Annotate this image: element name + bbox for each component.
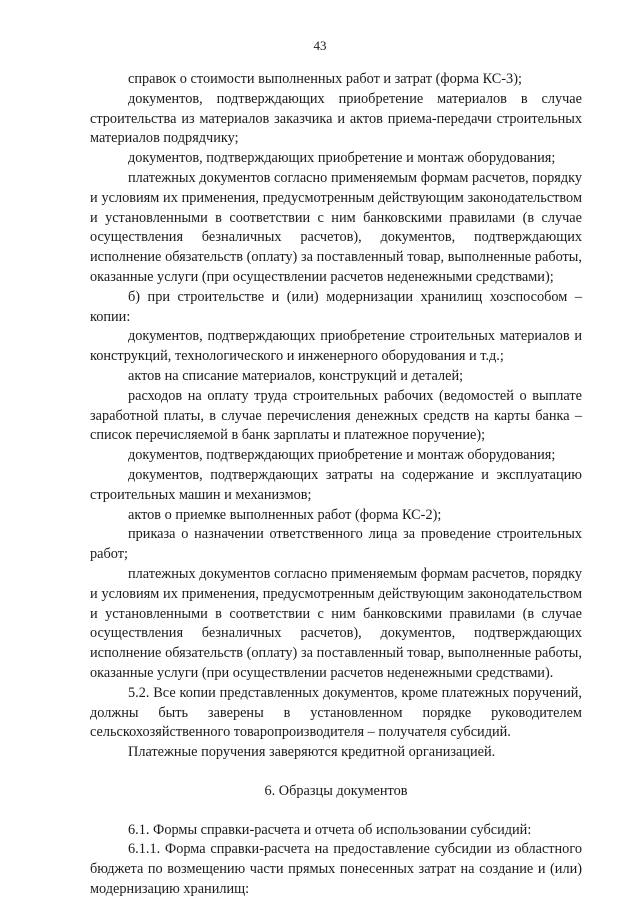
paragraph: платежных документов согласно применяемым формам расчетов, порядку и условиям их применения, предусмотренным действующим законодательством и установленными в соответствии с ним банковскими правилами (в случае осуществления безналичных расчетов), документов, подтверждающих исполнение обязательств (оплату) за поставленный товар, выполненные работы, оказанные услуги (при осуществлении расчетов неденежными средствами). bbox=[90, 565, 582, 681]
paragraph: 6.1.1. Форма справки-расчета на предоставление субсидии из областного бюджета по возмещению части прямых понесенных затрат на создание и (или) модернизацию хранилищ: bbox=[90, 841, 582, 898]
paragraph: 6.1. Формы справки-расчета и отчета об использовании субсидий: bbox=[128, 821, 532, 838]
page-number: 43 bbox=[313, 38, 327, 53]
paragraph: Платежные поручения заверяются кредитной организацией. bbox=[128, 744, 496, 761]
paragraph: приказа о назначении ответственного лица за проведение строительных работ; bbox=[90, 526, 582, 563]
paragraph: расходов на оплату труда строительных рабочих (ведомостей о выплате заработной платы, в случае перечисления денежных средств на карты банка – список перечисляемой в банк зарплаты и платежное поручение); bbox=[90, 387, 582, 444]
paragraph: платежных документов согласно применяемым формам расчетов, порядку и условиям их применения, предусмотренным действующим законодательством и установленными в соответствии с ним банковскими правилами (в случае осуществления безналичных расчетов), документов, подтверждающих исполнение обязательств (оплату) за поставленный товар, выполненные работы, оказанные услуги (при осуществлении расчетов неденежными средствами); bbox=[90, 169, 582, 285]
paragraph: документов, подтверждающих затраты на содержание и эксплуатацию строительных машин и механизмов; bbox=[90, 466, 582, 503]
section-heading: 6. Образцы документов bbox=[264, 782, 408, 799]
document-body bbox=[90, 70, 582, 900]
paragraph: справок о стоимости выполненных работ и затрат (форма КС-3); bbox=[128, 71, 522, 87]
paragraph: документов, подтверждающих приобретение и монтаж оборудования; bbox=[128, 150, 556, 167]
paragraph: документов, подтверждающих приобретение строительных материалов и конструкций, технологического и инженерного оборудования и т.д.; bbox=[90, 328, 582, 365]
paragraph: документов, подтверждающих приобретение и монтаж оборудования; bbox=[128, 447, 556, 464]
paragraph: актов на списание материалов, конструкций и деталей; bbox=[128, 367, 464, 384]
paragraph: б) при строительстве и (или) модернизации хранилищ хозспособом – копии: bbox=[90, 288, 582, 325]
paragraph: актов о приемке выполненных работ (форма КС-2); bbox=[128, 506, 442, 523]
paragraph: документов, подтверждающих приобретение материалов в случае строительства из материалов заказчика и актов приема-передачи строительных материалов подрядчику; bbox=[90, 90, 582, 147]
paragraph: 5.2. Все копии представленных документов, кроме платежных поручений, должны быть заверены в установленном порядке руководителем сельскохозяйственного товаропроизводителя – получателя субсидий. bbox=[90, 684, 582, 741]
